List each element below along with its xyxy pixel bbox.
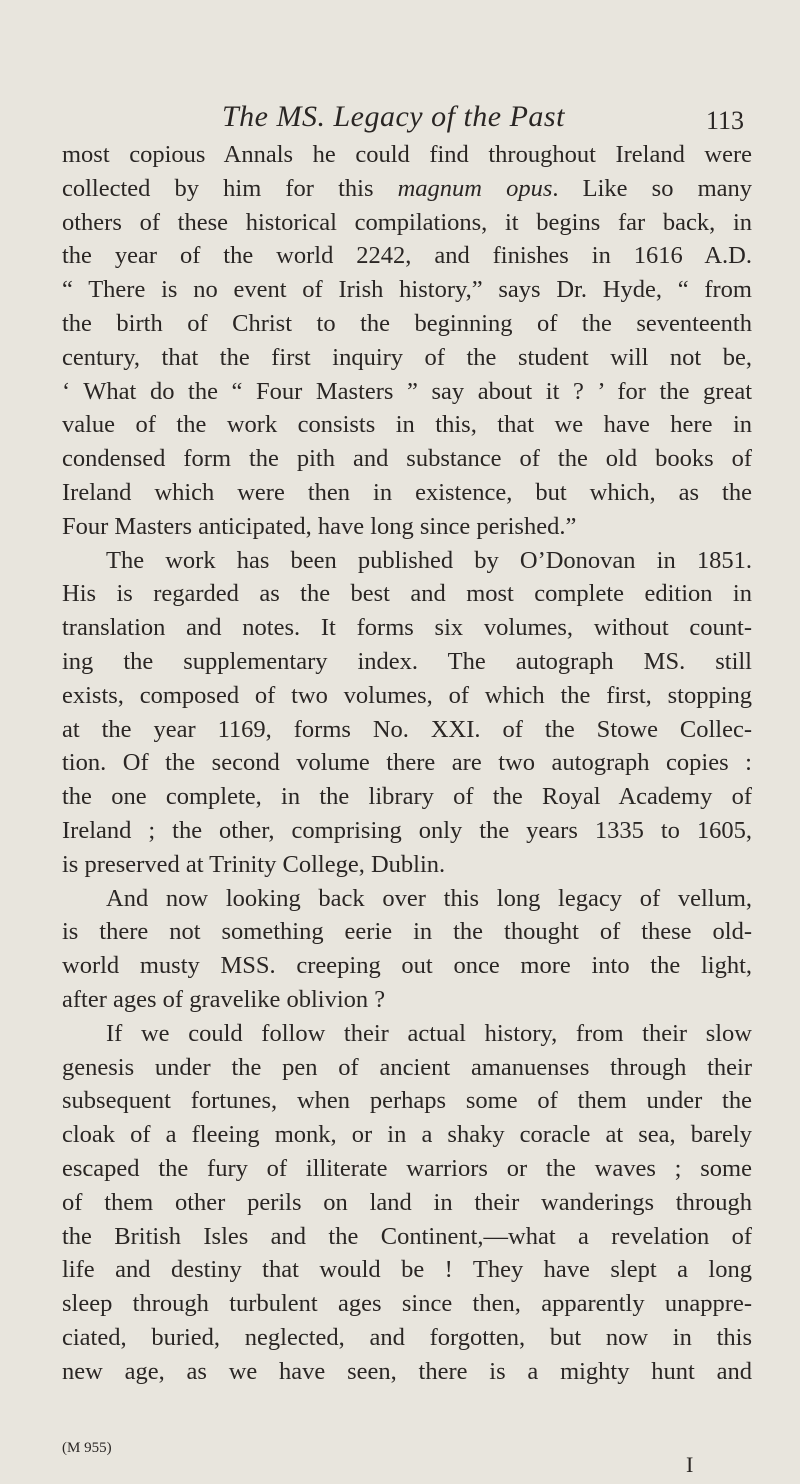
text-line: is preserved at Trinity College, Dublin.	[62, 850, 446, 878]
text-line: condensed form the pith and substance of the old books of	[62, 445, 752, 473]
text-line: others of these historical compilations, it begins far back, in	[62, 208, 752, 236]
text-line: His is regarded as the best and most complete edition in	[62, 580, 752, 608]
text-line: genesis under the pen of ancient amanuenses through their	[62, 1053, 752, 1081]
text-line: new age, as we have seen, there is a mighty hunt and	[62, 1357, 752, 1385]
text-line: exists, composed of two volumes, of which the first, stopping	[62, 681, 752, 709]
text-line: the British Isles and the Continent,—what a revelation of	[62, 1222, 752, 1250]
text-line: world musty MSS. creeping out once more into the light,	[62, 952, 752, 980]
text-line: subsequent fortunes, when perhaps some of them under the	[62, 1087, 752, 1115]
text-line: “ There is no event of Irish history,” says Dr. Hyde, “ from	[62, 276, 752, 304]
text-line: of them other perils on land in their wanderings through	[62, 1188, 752, 1216]
text-line: Ireland ; the other, comprising only the years 1335 to 1605,	[62, 816, 752, 844]
text-line: value of the work consists in this, that we have here in	[62, 411, 752, 439]
running-head-title: The MS. Legacy of the Past	[222, 100, 565, 133]
gathering-signature: I	[686, 1452, 694, 1477]
text-line: century, that the first inquiry of the student will not be,	[62, 343, 752, 371]
text-line: after ages of gravelike oblivion ?	[62, 985, 386, 1013]
text-line: escaped the fury of illiterate warriors or the waves ; some	[62, 1154, 752, 1182]
text-line: ciated, buried, neglected, and forgotten, but now in this	[62, 1323, 752, 1351]
text-line: most copious Annals he could find throughout Ireland were	[62, 141, 752, 168]
text-line: And now looking back over this long legacy of vellum,	[106, 884, 752, 912]
italic-phrase: magnum opus	[397, 174, 553, 202]
text-line: ‘ What do the “ Four Masters ” say about it ? ’ for the great	[62, 377, 752, 405]
text-line: translation and notes. It forms six volumes, without count-	[62, 614, 752, 642]
text-line: the birth of Christ to the beginning of the seventeenth	[62, 309, 752, 337]
page-footer	[0, 1440, 800, 1476]
text-line: ing the supplementary index. The autograph MS. still	[62, 647, 752, 675]
text-line: Ireland which were then in existence, but which, as the	[62, 478, 752, 506]
text-line: is there not something eerie in the thought of these old-	[62, 918, 752, 946]
running-head	[0, 100, 800, 140]
text-line: the one complete, in the library of the Royal Academy of	[62, 783, 752, 811]
text-line: collected by him for this magnum opus. Like so many	[62, 174, 752, 202]
text-line: If we could follow their actual history, from their slow	[106, 1019, 752, 1047]
body-text	[62, 138, 752, 1388]
printer-signature-mark: (M 955)	[62, 1440, 112, 1456]
text-line: tion. Of the second volume there are two autograph copies :	[62, 749, 752, 777]
text-line: Four Masters anticipated, have long since perished.”	[62, 512, 577, 540]
text-line: life and destiny that would be ! They have slept a long	[62, 1256, 752, 1284]
text-line: the year of the world 2242, and finishes in 1616 A.D.	[62, 242, 752, 270]
text-line: The work has been published by O’Donovan in 1851.	[106, 546, 752, 574]
text-line: cloak of a fleeing monk, or in a shaky coracle at sea, barely	[62, 1121, 752, 1149]
page-number: 113	[706, 106, 745, 135]
text-line: sleep through turbulent ages since then, apparently unappre-	[62, 1290, 752, 1318]
text-line: at the year 1169, forms No. XXI. of the Stowe Collec-	[62, 715, 752, 743]
